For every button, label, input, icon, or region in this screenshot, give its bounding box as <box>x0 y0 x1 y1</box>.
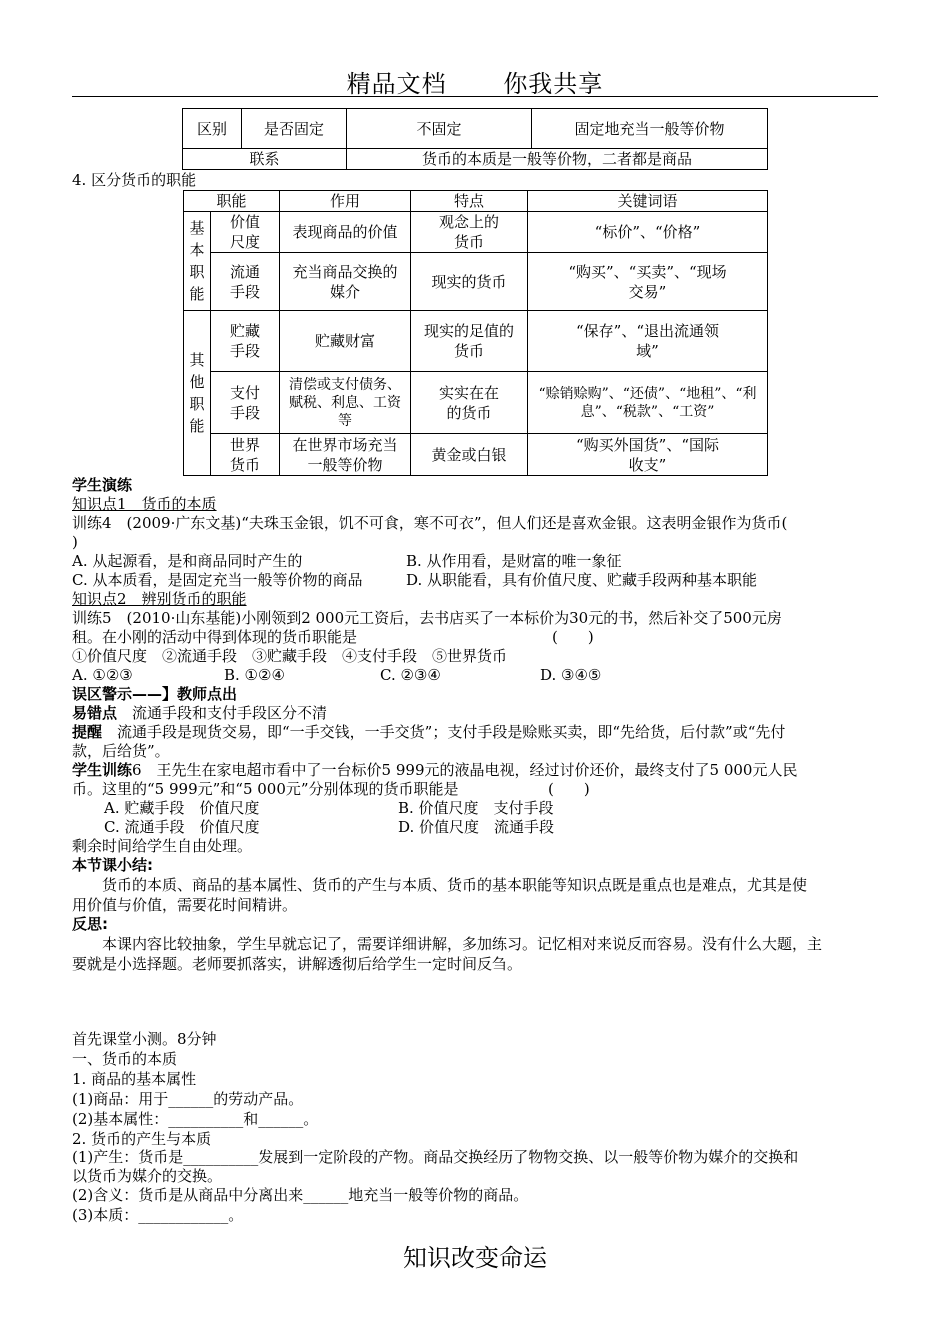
func-name: 支付手段 <box>229 383 260 422</box>
exercise-6 <box>72 761 797 780</box>
func-keywords: “赊销赊购”、“还债”、“地租”、“利息”、“税款”、“工资” <box>538 385 757 420</box>
group-label: 其他职能 <box>189 351 205 435</box>
reflect-text: 要就是小选择题。老师要抓落实，讲解透彻后给学生一定时间反刍。 <box>72 955 523 973</box>
option-b: B. ①②④ <box>224 666 285 684</box>
cell: 货币的本质是一般等价物，二者都是商品 <box>347 149 768 170</box>
quiz-item: (2)基本属性：__________和______。 <box>72 1110 319 1128</box>
func-role: 清偿或支付债务、赋税、利息、工资等 <box>289 376 401 429</box>
func-feature: 观念上的货币 <box>439 213 500 251</box>
cell <box>211 212 280 253</box>
header-rule <box>72 96 878 97</box>
cell <box>280 212 411 253</box>
cell: 联系 <box>183 149 347 170</box>
cell: “标价”、“价格” <box>528 212 768 253</box>
option-c: C. 流通手段 价值尺度 <box>104 818 260 836</box>
cell: 黄金或白银 <box>411 434 528 476</box>
group-label: 基本职能 <box>189 219 205 303</box>
cell <box>211 311 280 372</box>
answer-paren: ( ) <box>548 780 590 798</box>
cell: 是否固定 <box>242 109 347 149</box>
header-right: 你我共享 <box>503 70 604 98</box>
knowledge-point: 知识点2 辨别货币的职能 <box>72 590 247 608</box>
section-title: 4. 区分货币的职能 <box>72 171 197 189</box>
cell: 区别 <box>183 109 242 149</box>
group-cell <box>184 311 211 476</box>
header-cell: 关键词语 <box>528 191 768 212</box>
section-heading: 学生演练 <box>72 476 133 494</box>
option-d: D. 从职能看，具有价值尺度、贮藏手段两种基本职能 <box>406 571 758 589</box>
func-feature: 现实的足值的货币 <box>423 322 514 360</box>
cell: 现实的货币 <box>411 253 528 311</box>
exercise-text: 训练5 (2010·山东基能)小刚领到2 000元工资后，去书店买了一本标价为30元的书，然后补交了500元房 <box>72 609 782 627</box>
option-b: B. 从作用看，是财富的唯一象征 <box>406 552 622 570</box>
func-keywords: “保存”、“退出流通领域” <box>575 322 719 360</box>
header-cell: 职能 <box>184 191 280 212</box>
option-d: D. ③④⑤ <box>540 666 602 684</box>
cell <box>411 212 528 253</box>
cell <box>528 434 768 476</box>
func-role: 充当商品交换的媒介 <box>292 262 398 301</box>
cell <box>528 311 768 372</box>
page-footer: 知识改变命运 <box>403 1244 547 1272</box>
section-heading: 反思: <box>72 915 108 933</box>
quiz-subheading: 1. 商品的基本属性 <box>72 1070 197 1088</box>
exercise-text: 租。在小刚的活动中得到体现的货币职能是 <box>72 628 358 646</box>
quiz-heading: 一、货币的本质 <box>72 1050 178 1068</box>
cell <box>528 253 768 311</box>
option-a: A. 从起源看，是和商品同时产生的 <box>72 552 303 570</box>
option-d: D. 价值尺度 流通手段 <box>398 818 555 836</box>
quiz-intro: 首先课堂小测。8分钟 <box>72 1030 217 1048</box>
group-cell <box>184 212 211 311</box>
func-name: 世界货币 <box>229 435 260 474</box>
summary-text: 货币的本质、商品的基本属性、货币的产生与本质、货币的基本职能等知识点既是重点也是难点，尤其是使 <box>102 876 808 894</box>
section-heading: 本节课小结: <box>72 856 153 874</box>
tip <box>72 723 785 742</box>
header-left: 精品文档 <box>346 70 447 98</box>
header-cell: 作用 <box>280 191 411 212</box>
exercise-text: 训练4 (2009·广东文基)“夫珠玉金银，饥不可食，寒不可衣”，但人们还是喜欢金银。这表明金银作为货币( <box>72 514 788 532</box>
exercise-text: ) <box>72 533 78 551</box>
section-heading: 误区警示——】教师点出 <box>72 685 238 703</box>
summary-text: 用价值与价值，需要花时间精讲。 <box>72 896 298 914</box>
func-feature: 实实在在的货币 <box>438 383 499 422</box>
func-name: 流通手段 <box>229 262 260 301</box>
cell <box>280 434 411 476</box>
note-text: 剩余时间给学生自由处理。 <box>72 837 253 855</box>
cell <box>411 372 528 434</box>
func-name: 价值尺度 <box>229 213 260 251</box>
quiz-item: (1)商品：用于______的劳动产品。 <box>72 1090 304 1108</box>
exercise-text: 币。这里的“5 999元”和“5 000元”分别体现的货币职能是 <box>72 780 459 798</box>
cell <box>280 372 411 434</box>
page-header <box>0 64 950 99</box>
cell <box>411 311 528 372</box>
header-cell: 特点 <box>411 191 528 212</box>
error-label: 易错点 <box>72 704 118 722</box>
error-point <box>72 704 327 723</box>
cell <box>280 253 411 311</box>
cell <box>211 253 280 311</box>
option-c: C. ②③④ <box>380 666 441 684</box>
exercise-label: 学生训练 <box>72 761 133 779</box>
quiz-item: (2)含义：货币是从商品中分离出来______地充当一般等价物的商品。 <box>72 1186 529 1204</box>
option-b: B. 价值尺度 支付手段 <box>398 799 554 817</box>
cell: 固定地充当一般等价物 <box>532 109 768 149</box>
func-keywords: “购买”、“买卖”、“现场交易” <box>568 262 727 301</box>
cell: 贮藏财富 <box>280 311 411 372</box>
option-c: C. 从本质看，是固定充当一般等价物的商品 <box>72 571 363 589</box>
tip-text: 流通手段是现货交易，即“一手交钱，一手交货”；支付手段是赊账买卖，即“先给货，后付款”或“先付 <box>102 723 786 741</box>
quiz-subheading: 2. 货币的产生与本质 <box>72 1130 212 1148</box>
exercise-options: ①价值尺度 ②流通手段 ③贮藏手段 ④支付手段 ⑤世界货币 <box>72 647 508 665</box>
cell: 不固定 <box>347 109 532 149</box>
option-a: A. 贮藏手段 价值尺度 <box>104 799 260 817</box>
exercise-text: 6 王先生在家电超市看中了一台标价5 999元的液晶电视，经过讨价还价，最终支付了5 000元人民 <box>132 761 798 779</box>
quiz-item: (1)产生：货币是__________发展到一定阶段的产物。商品交换经历了物物交换、以一般等价物为媒介的交换和 <box>72 1148 799 1166</box>
func-role: 表现商品的价值 <box>292 223 398 241</box>
cell <box>528 372 768 434</box>
func-name: 贮藏手段 <box>229 322 260 360</box>
cell <box>211 434 280 476</box>
func-role: 在世界市场充当一般等价物 <box>292 435 398 474</box>
money-functions-table <box>183 190 768 476</box>
quiz-item: 以货币为媒介的交换。 <box>72 1167 223 1185</box>
option-a: A. ①②③ <box>72 666 133 684</box>
tip-label: 提醒 <box>72 723 103 741</box>
knowledge-point: 知识点1 货币的本质 <box>72 495 217 513</box>
quiz-item: (3)本质：____________。 <box>72 1206 244 1224</box>
cell <box>211 372 280 434</box>
reflect-text: 本课内容比较抽象，学生早就忘记了，需要详细讲解，多加练习。记忆相对来说反而容易。没有什么大题，主 <box>102 935 823 953</box>
tip-text: 款，后给货”。 <box>72 742 170 760</box>
error-text: 流通手段和支付手段区分不清 <box>117 704 328 722</box>
answer-paren: ( ) <box>552 628 594 646</box>
comparison-table <box>182 108 768 170</box>
func-keywords: “购买外国货”、“国际收支” <box>575 435 719 474</box>
